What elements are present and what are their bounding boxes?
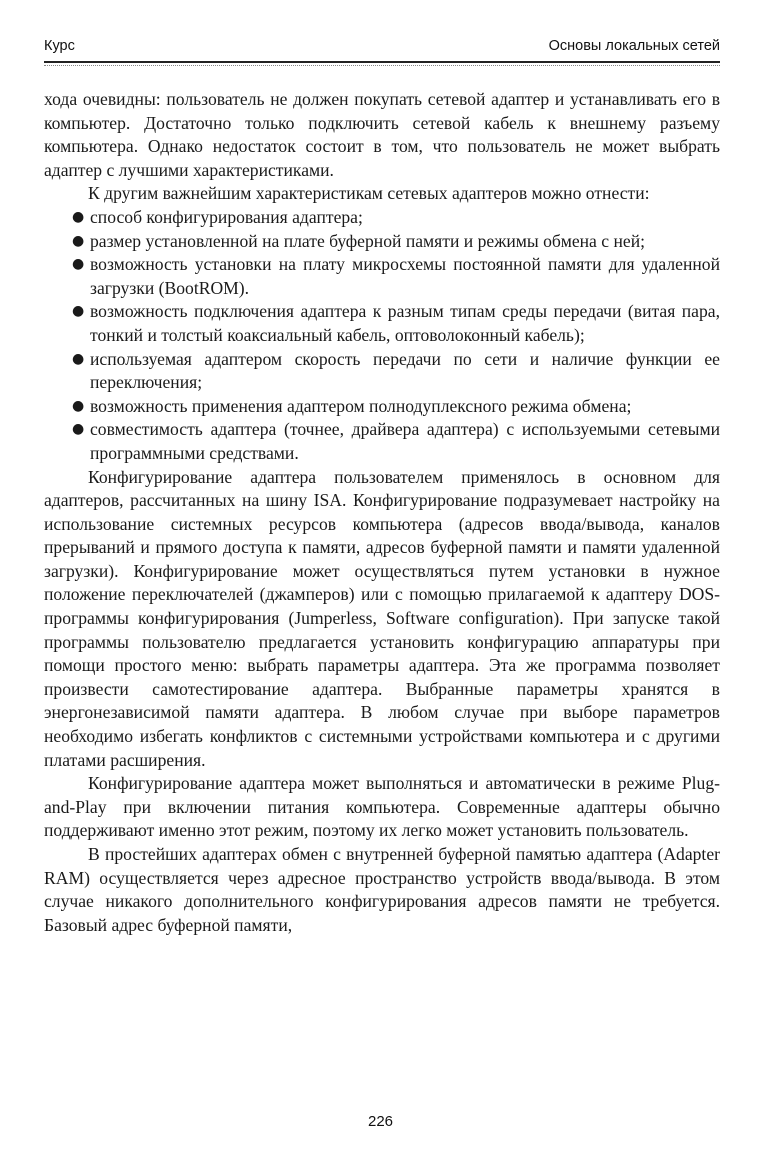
list-item — [44, 300, 720, 347]
list-item — [44, 348, 720, 395]
header-rule-secondary — [44, 65, 720, 66]
characteristics-list — [44, 206, 720, 466]
header-course-label: Курс — [44, 38, 75, 54]
list-item-text: совместимость адаптера (точнее, драйвера адаптера) с используемыми сетевыми программными средствами. — [90, 419, 720, 463]
paragraph-plug-and-play: Конфигурирование адаптера может выполняться и автоматически в режиме Plug-and-Play при включении питания компьютера. Современные адаптеры обычно поддерживают именно этот режим, поэтому их легко может установить пользователь. — [44, 773, 720, 841]
page-number: 226 — [367, 1113, 394, 1130]
bullet-icon: ● — [72, 397, 85, 414]
bullet-icon: ● — [72, 232, 85, 249]
header-section-title: Основы локальных сетей — [548, 38, 720, 54]
list-item-text: размер установленной на плате буферной памяти и режимы обмена с ней; — [90, 230, 645, 251]
paragraph-continuation: хода очевидны: пользователь не должен покупать сетевой адаптер и устанавливать его в компьютер. Достаточно только подключить сетевой кабель к внешнему разъему компьютера. Однако недостаток состоит в том, что пользователь не может выбрать адаптер с лучшими характеристиками. — [44, 89, 720, 180]
list-item — [44, 230, 720, 254]
list-item-text: возможность подключения адаптера к разным типам среды передачи (витая пара, тонкий и толстый коаксиальный кабель, оптоволоконный кабель); — [90, 301, 720, 345]
paragraph-intro-list: К другим важнейшим характеристикам сетевых адаптеров можно отнести: — [88, 183, 650, 204]
list-item-text: используемая адаптером скорость передачи по сети и наличие функции ее переключения; — [90, 348, 720, 393]
list-item — [44, 253, 720, 300]
bullet-icon: ● — [72, 256, 85, 273]
bullet-icon: ● — [72, 208, 85, 225]
bullet-icon: ● — [72, 421, 85, 438]
paragraph-adapter-ram: В простейших адаптерах обмен с внутренней буферной памятью адаптера (Adapter RAM) осуществляется через адресное пространство устройств ввода/вывода. В этом случае никакого дополнительного конфигурирования адресов памяти не требуется. Базовый адрес буферной памяти, — [44, 844, 720, 935]
list-item — [44, 418, 720, 465]
list-item-text: способ конфигурирования адаптера; — [90, 206, 363, 227]
list-item — [44, 395, 720, 419]
header-rule — [44, 61, 720, 63]
list-item-text: возможность установки на плату микросхемы постоянной памяти для удаленной загрузки (BootROM). — [90, 254, 720, 298]
bullet-icon: ● — [72, 303, 85, 320]
list-item — [44, 206, 720, 230]
body-text — [44, 88, 720, 937]
paragraph-configuration: Конфигурирование адаптера пользователем применялось в основном для адаптеров, рассчитанных на шину ISA. Конфигурирование подразумевает настройку на использование системных ресурсов компьютера (адресов ввода/вывода, каналов прерываний и прямого доступа к памяти, адресов буферной памяти и памяти удаленной загрузки). Конфигурирование может осуществляться путем установки в нужное положение переключателей (джамперов) или с помощью прилагаемой к адаптеру DOS-программы конфигурирования (Jumperless, Software configuration). При запуске такой программы пользователю предлагается установить конфигурацию аппаратуры при помощи простого меню: выбрать параметры адаптера. Эта же программа позволяет произвести самотестирование адаптера. Выбранные параметры хранятся в энергонезависимой памяти адаптера. В любом случае при выборе параметров необходимо избегать конфликтов с системными устройствами компьютера и с другими платами расширения. — [44, 466, 720, 770]
list-item-text: возможность применения адаптером полнодуплексного режима обмена; — [90, 395, 632, 416]
running-header — [44, 38, 720, 60]
bullet-icon: ● — [72, 350, 85, 367]
